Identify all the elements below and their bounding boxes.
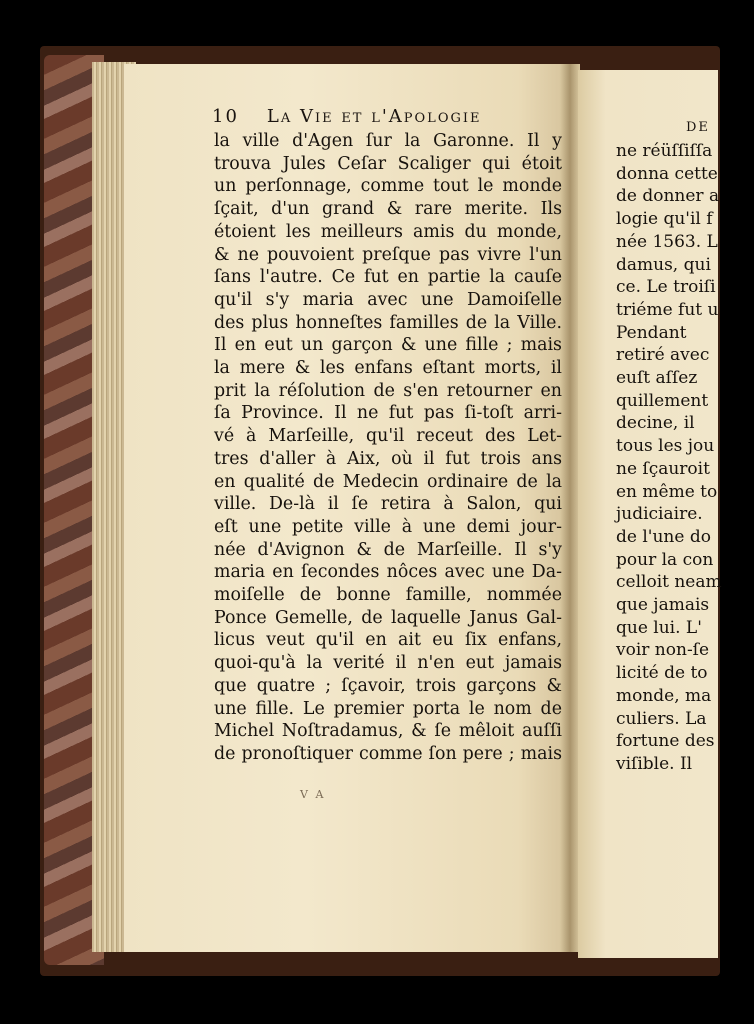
text-line: judiciaire. [616, 504, 703, 525]
left-page-text [214, 130, 562, 766]
text-line: de donner a [616, 186, 720, 207]
text-line: & ne pouvoient preſque pas vivre l'un [214, 244, 562, 265]
text-line: Ponce Gemelle, de laquelle Janus Gal- [214, 607, 562, 628]
left-page-header [212, 106, 552, 127]
text-line: ſa Province. Il ne fut pas ſi-toſt arri- [214, 403, 562, 424]
text-line: vé à Marſeille, qu'il receut des Let- [214, 426, 562, 447]
text-line: que quatre ; ſçavoir, trois garçons & [214, 675, 562, 696]
catchword: V A [300, 788, 326, 801]
text-line: Il en eut un garçon & une fille ; mais [214, 335, 562, 356]
text-line: ſans l'autre. Ce fut en partie la cauſe [214, 267, 562, 288]
text-line: de pronoſtiquer comme ſon pere ; mais [214, 743, 562, 764]
text-line: eſt une petite ville à une demi jour- [214, 516, 562, 537]
text-line: qu'il s'y maria avec une Damoiſelle [214, 289, 562, 310]
text-line: la mere & les enfans eſtant morts, il [214, 358, 562, 379]
text-line: decine, il [616, 413, 695, 434]
text-line: ce. Le troiſi [616, 277, 716, 298]
right-page-running-head: DE [686, 120, 710, 135]
text-line: donna cette [616, 163, 718, 184]
text-line: un perſonnage, comme tout le monde [214, 176, 562, 197]
text-line: retiré avec [616, 345, 710, 366]
text-line: euſt aſſez [616, 368, 698, 389]
running-head: La Vie et l'Apologie [266, 106, 482, 127]
book-gutter [560, 64, 580, 952]
text-line: une fille. Le premier porta le nom de [214, 698, 562, 719]
text-line: de l'une do [616, 526, 711, 547]
text-line: en qualité de Medecin ordinaire de la [214, 471, 562, 492]
text-line: ne ſçauroit [616, 458, 710, 479]
right-page-text [616, 140, 726, 776]
text-line: tres d'aller à Aix, où il fut trois ans [214, 448, 562, 469]
text-line: ville. De-là il ſe retira à Salon, qui [214, 494, 562, 515]
text-line: quoi-qu'à la verité il n'en eut jamais [214, 653, 562, 674]
text-line: voir non-ſe [616, 640, 710, 661]
text-line: fortune des [616, 731, 715, 752]
text-line: culiers. La [616, 708, 707, 729]
text-line: tous les jou [616, 436, 715, 457]
text-line: Pendant [616, 322, 687, 343]
text-line: licus veut qu'il en ait eu ſix enfans, [214, 630, 562, 651]
text-line: la ville d'Agen ſur la Garonne. Il y [214, 131, 562, 151]
text-line: ne réüſſiſſa [616, 141, 713, 161]
text-line: logie qu'il f [616, 209, 713, 230]
text-line: née d'Avignon & de Marſeille. Il s'y [214, 539, 562, 560]
text-line: prit la réſolution de s'en retourner en [214, 380, 562, 401]
text-line: moiſelle de bonne famille, nommée [214, 585, 562, 606]
text-line: viſible. Il [616, 753, 693, 774]
text-line: que jamais [616, 595, 710, 616]
text-line: Michel Noſtradamus, & ſe mêloit auſſi [214, 721, 562, 742]
text-line: licité de to [616, 663, 708, 684]
text-line: damus, qui [616, 254, 711, 275]
page-number: 10 [212, 106, 239, 127]
text-line: maria en ſecondes nôces avec une Da- [214, 562, 562, 583]
text-line: en même to [616, 481, 718, 502]
text-line: trouva Jules Ceſar Scaliger qui étoit [214, 153, 562, 174]
text-line: pour la con [616, 549, 714, 570]
text-line: triéme fut u [616, 299, 719, 320]
text-line: ſçait, d'un grand & rare merite. Ils [214, 199, 562, 220]
text-line: des plus honneſtes familles de la Ville. [214, 312, 562, 333]
text-line: née 1563. L [616, 231, 718, 252]
text-line: quillement [616, 390, 709, 411]
text-line: monde, ma [616, 685, 712, 706]
text-line: que lui. L' [616, 617, 702, 638]
text-line: étoient les meilleurs amis du monde, [214, 221, 562, 242]
text-line: celloit neam [616, 572, 722, 593]
